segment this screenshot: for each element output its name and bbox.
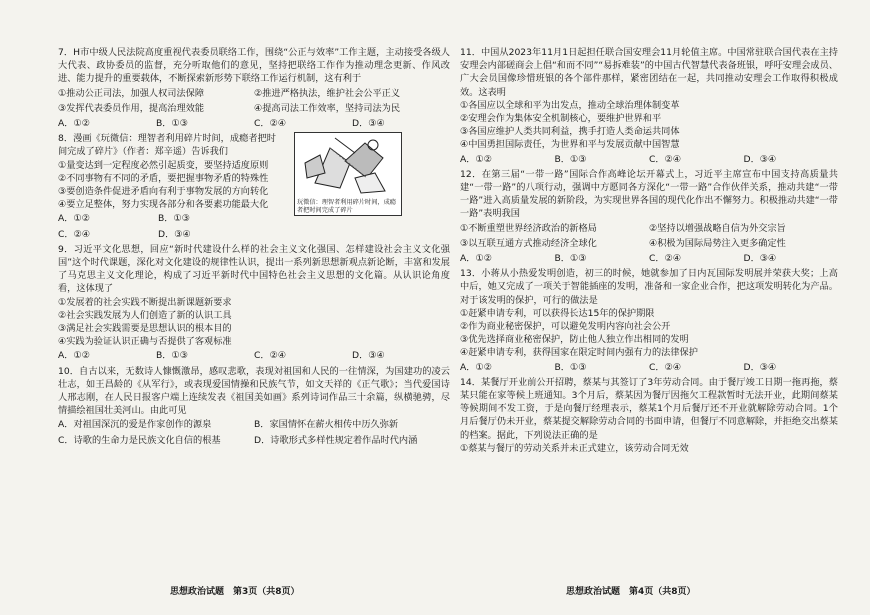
choice-b: B．①③	[554, 153, 587, 165]
question-14	[460, 376, 838, 455]
answer-choices	[460, 153, 838, 166]
choice-b: B．①③	[156, 350, 188, 362]
choice-a: A．对祖国深沉的爱是作家创作的源泉	[58, 419, 212, 431]
statement-option: ②不同事物有不同的矛盾，要把握事物矛盾的特殊性	[58, 172, 269, 184]
choice-d: D．③④	[352, 118, 385, 130]
question-stem: 13．小蒋从小热爱发明创造，初三的时候，她就参加了日内瓦国际发明展并荣获大奖；上高中后，她又完成了一项关于智能插座的发明，准备和一家企业合作，把这项发明转化为产品。对于该发明的保护，可行的做法是	[460, 268, 838, 306]
question-stem: 8．漫画《玩微信：理智者利用碎片时间，成瘾者把时间完成了碎片》（作者：郑辛遥）告诉我们	[58, 133, 276, 158]
choice-d: D．③④	[743, 153, 777, 165]
statement-option: ③优先选择商业秘密保护，防止他人独立作出相同的发明	[460, 334, 689, 346]
choice-c: C．②④	[649, 361, 682, 373]
question-stem: 11．中国从2023年11月1日起担任联合国安理会11月轮值主席。中国常驻联合国代表在主持安理会内部磋商会上倡“和而不同”“易拆难装”的中国古代智慧代表备班银，呼吁安理会成员、广大会员国像珍惜班银的各个部件那样，紧密团结在一起，共同推动安理会工作取得积极成效。这表明	[460, 47, 838, 98]
choice-a: A．①②	[58, 118, 90, 130]
choice-c: C．②④	[254, 118, 287, 130]
answer-choices	[58, 228, 258, 241]
choice-c: C．②④	[58, 228, 91, 240]
right-column	[460, 46, 838, 457]
statement-option: ①发展着的社会实践不断提出新课题新要求	[58, 296, 232, 308]
page-footer-left: 思想政治试题 第3页（共8页）	[170, 587, 300, 597]
choice-d: D．③④	[743, 361, 777, 373]
answer-choices	[58, 212, 258, 225]
answer-choices	[460, 252, 838, 265]
choice-b: B．①③	[158, 213, 190, 225]
question-9	[58, 243, 450, 363]
left-column	[58, 46, 450, 449]
answer-choices	[58, 349, 450, 362]
statement-option: ③要创造条件促进矛盾向有利于事物发展的方向转化	[58, 186, 269, 198]
statement-option: ④赶紧申请专利，获得国家在限定时间内强有力的法律保护	[460, 347, 698, 359]
answer-choices	[58, 117, 450, 130]
choice-d: D．③④	[352, 350, 385, 362]
choice-d: D．③④	[158, 228, 191, 240]
choice-a: A．①②	[460, 361, 492, 373]
question-8	[58, 132, 450, 241]
choice-b: B．①③	[554, 253, 587, 265]
question-11	[460, 46, 838, 166]
statement-option: ①蔡某与餐厅的劳动关系并未正式建立，该劳动合同无效	[460, 442, 689, 454]
statement-option: ③各国应维护人类共同利益，携手打造人类命运共同体	[460, 126, 680, 138]
question-13	[460, 267, 838, 374]
statement-option: ④提高司法工作效率，坚持司法为民	[254, 102, 401, 114]
choice-b: B．①③	[554, 361, 587, 373]
choice-c: C．②④	[649, 153, 682, 165]
question-12	[460, 168, 838, 265]
statement-option: ②社会实践发展为人们创造了新的认识工具	[58, 309, 232, 321]
choice-c: C．诗歌的生命力是民族文化自信的根基	[58, 434, 221, 446]
question-stem: 7．H市中级人民法院高度重视代表委员联络工作，围绕“公正与效率”工作主题，主动接受各级人大代表、政协委员的监督，充分听取他们的意见，坚持把联络工作作为推动理念更新、作风改进、能力提升的重要载体，不断探索新形势下联络工作运行机制，这有利于	[58, 47, 450, 85]
statement-option: ②安理会作为集体安全机制核心，要维护世界和平	[460, 113, 662, 125]
question-stem: 10．自古以来，无数诗人慷慨激昂，感叹悲歌，表现対祖国和人民的一往情深，为国建功的凌云壮志，如王昌龄的《从军行》，或表现爱国情操和民族气节，如文天祥的《正气歌》；当代爱国诗人邢志刚，在人民日报客户端上连续发表《祖国美如画》系列诗词作品三十余篇，纵横驰骋，尽情描绘祖国壮美河山。由此可见	[58, 365, 450, 417]
statement-option: ④中国勇担国际责任，为世界和平与发展贡献中国智慧	[460, 139, 680, 151]
choice-a: A．①②	[460, 153, 492, 165]
statement-option: ①不断重塑世界经济政治的新格局	[460, 222, 597, 234]
statement-option: ④要立足整体，努力实现各部分和各要素功能最大化	[58, 199, 269, 211]
answer-choices	[460, 361, 838, 374]
cartoon-drawing	[295, 133, 401, 195]
question-10	[58, 365, 450, 447]
choice-b: B．①③	[156, 118, 188, 130]
statement-option: ①各国应以全球和平为出发点，推动全球治理体制变革	[460, 99, 680, 111]
choice-c: C．②④	[649, 253, 682, 265]
statement-option: ③发挥代表委员作用，提高治理效能	[58, 102, 205, 114]
statement-option: ②坚持以增强战略自信为外交宗旨	[649, 222, 786, 234]
statement-option: ①赶紧申请专利，可以获得长达15年的保护期限	[460, 307, 655, 319]
statement-option: ④实践为验证认识正确与否提供了客观标准	[58, 336, 232, 348]
choice-a: A．①②	[460, 253, 492, 265]
statement-option: ②作为商业秘密保护，可以避免发明内容向社会公开	[460, 321, 671, 333]
statement-option: ④积极为国际局势注入更多确定性	[649, 237, 786, 249]
choice-d: D．③④	[743, 253, 777, 265]
page-footer-right: 思想政治试题 第4页（共8页）	[566, 587, 696, 597]
statement-option: ③满足社会实践需要是思想认识的根本目的	[58, 323, 232, 335]
choice-a: A．①②	[58, 213, 90, 225]
question-7	[58, 46, 450, 130]
cartoon-image	[294, 132, 402, 216]
choice-b: B．家国情怀在薪火相传中历久弥新	[254, 419, 399, 431]
question-stem: 14．某餐厅开业前公开招聘，蔡某与其签订了3年劳动合同。由于餐厅竣工日期一拖再拖，蔡某只能在家等候上班通知。3个月后，蔡某因为餐厅因拖欠工程款暂时无法开业，此期间蔡某等候期间不发工资，于是向餐厅经理表示，蔡某1个月后餐厅还不开业就解除劳动合同。1个月后餐厅仍未开业，蔡某提交解除劳动合同的书面申请，但餐厅不同意解除，并拒绝交出蔡某的档案。据此，下列说法正确的是	[460, 376, 838, 441]
statement-option: ③以互联互通方式推动经济全球化	[460, 237, 597, 249]
choice-c: C．②④	[254, 350, 287, 362]
question-stem: 9．习近平文化思想，回应“新时代建设什么样的社会主义文化强国、怎样建设社会主义文化强国”这个时代课题，深化对文化建设的规律性认识，提出一系列新思想新观点新论断，丰富和发展了马克思主义文化理论，构成了习近平新时代中国特色社会主义思想的文化篇。从认识论角度看，这体现了	[58, 243, 450, 295]
statement-option: ①推动公正司法，加强人权司法保障	[58, 87, 205, 99]
cartoon-caption: 玩微信：理智者利用碎片时间，成瘾者把时间完成了碎片	[297, 199, 396, 214]
choice-a: A．①②	[58, 350, 90, 362]
choice-d: D．诗歌形式多样性规定着作品时代内涵	[254, 434, 418, 446]
question-stem: 12．在第三届“一带一路”国际合作高峰论坛开幕式上，习近平主席宣布中国支持高质量共建“一带一路”的八项行动，强调中方愿同各方深化“一带一路”合作伙伴关系，推动共建“一带一路”进入高质量发展的新阶段，为实现世界各国的现代化作出不懈努力。积极推动共建“一带一路”表明我国	[460, 168, 838, 220]
statement-option: ②推进严格执法，维护社会公平正义	[254, 87, 401, 99]
statement-option: ①量变达到一定程度必然引起质变，要坚持适度原则	[58, 159, 269, 171]
